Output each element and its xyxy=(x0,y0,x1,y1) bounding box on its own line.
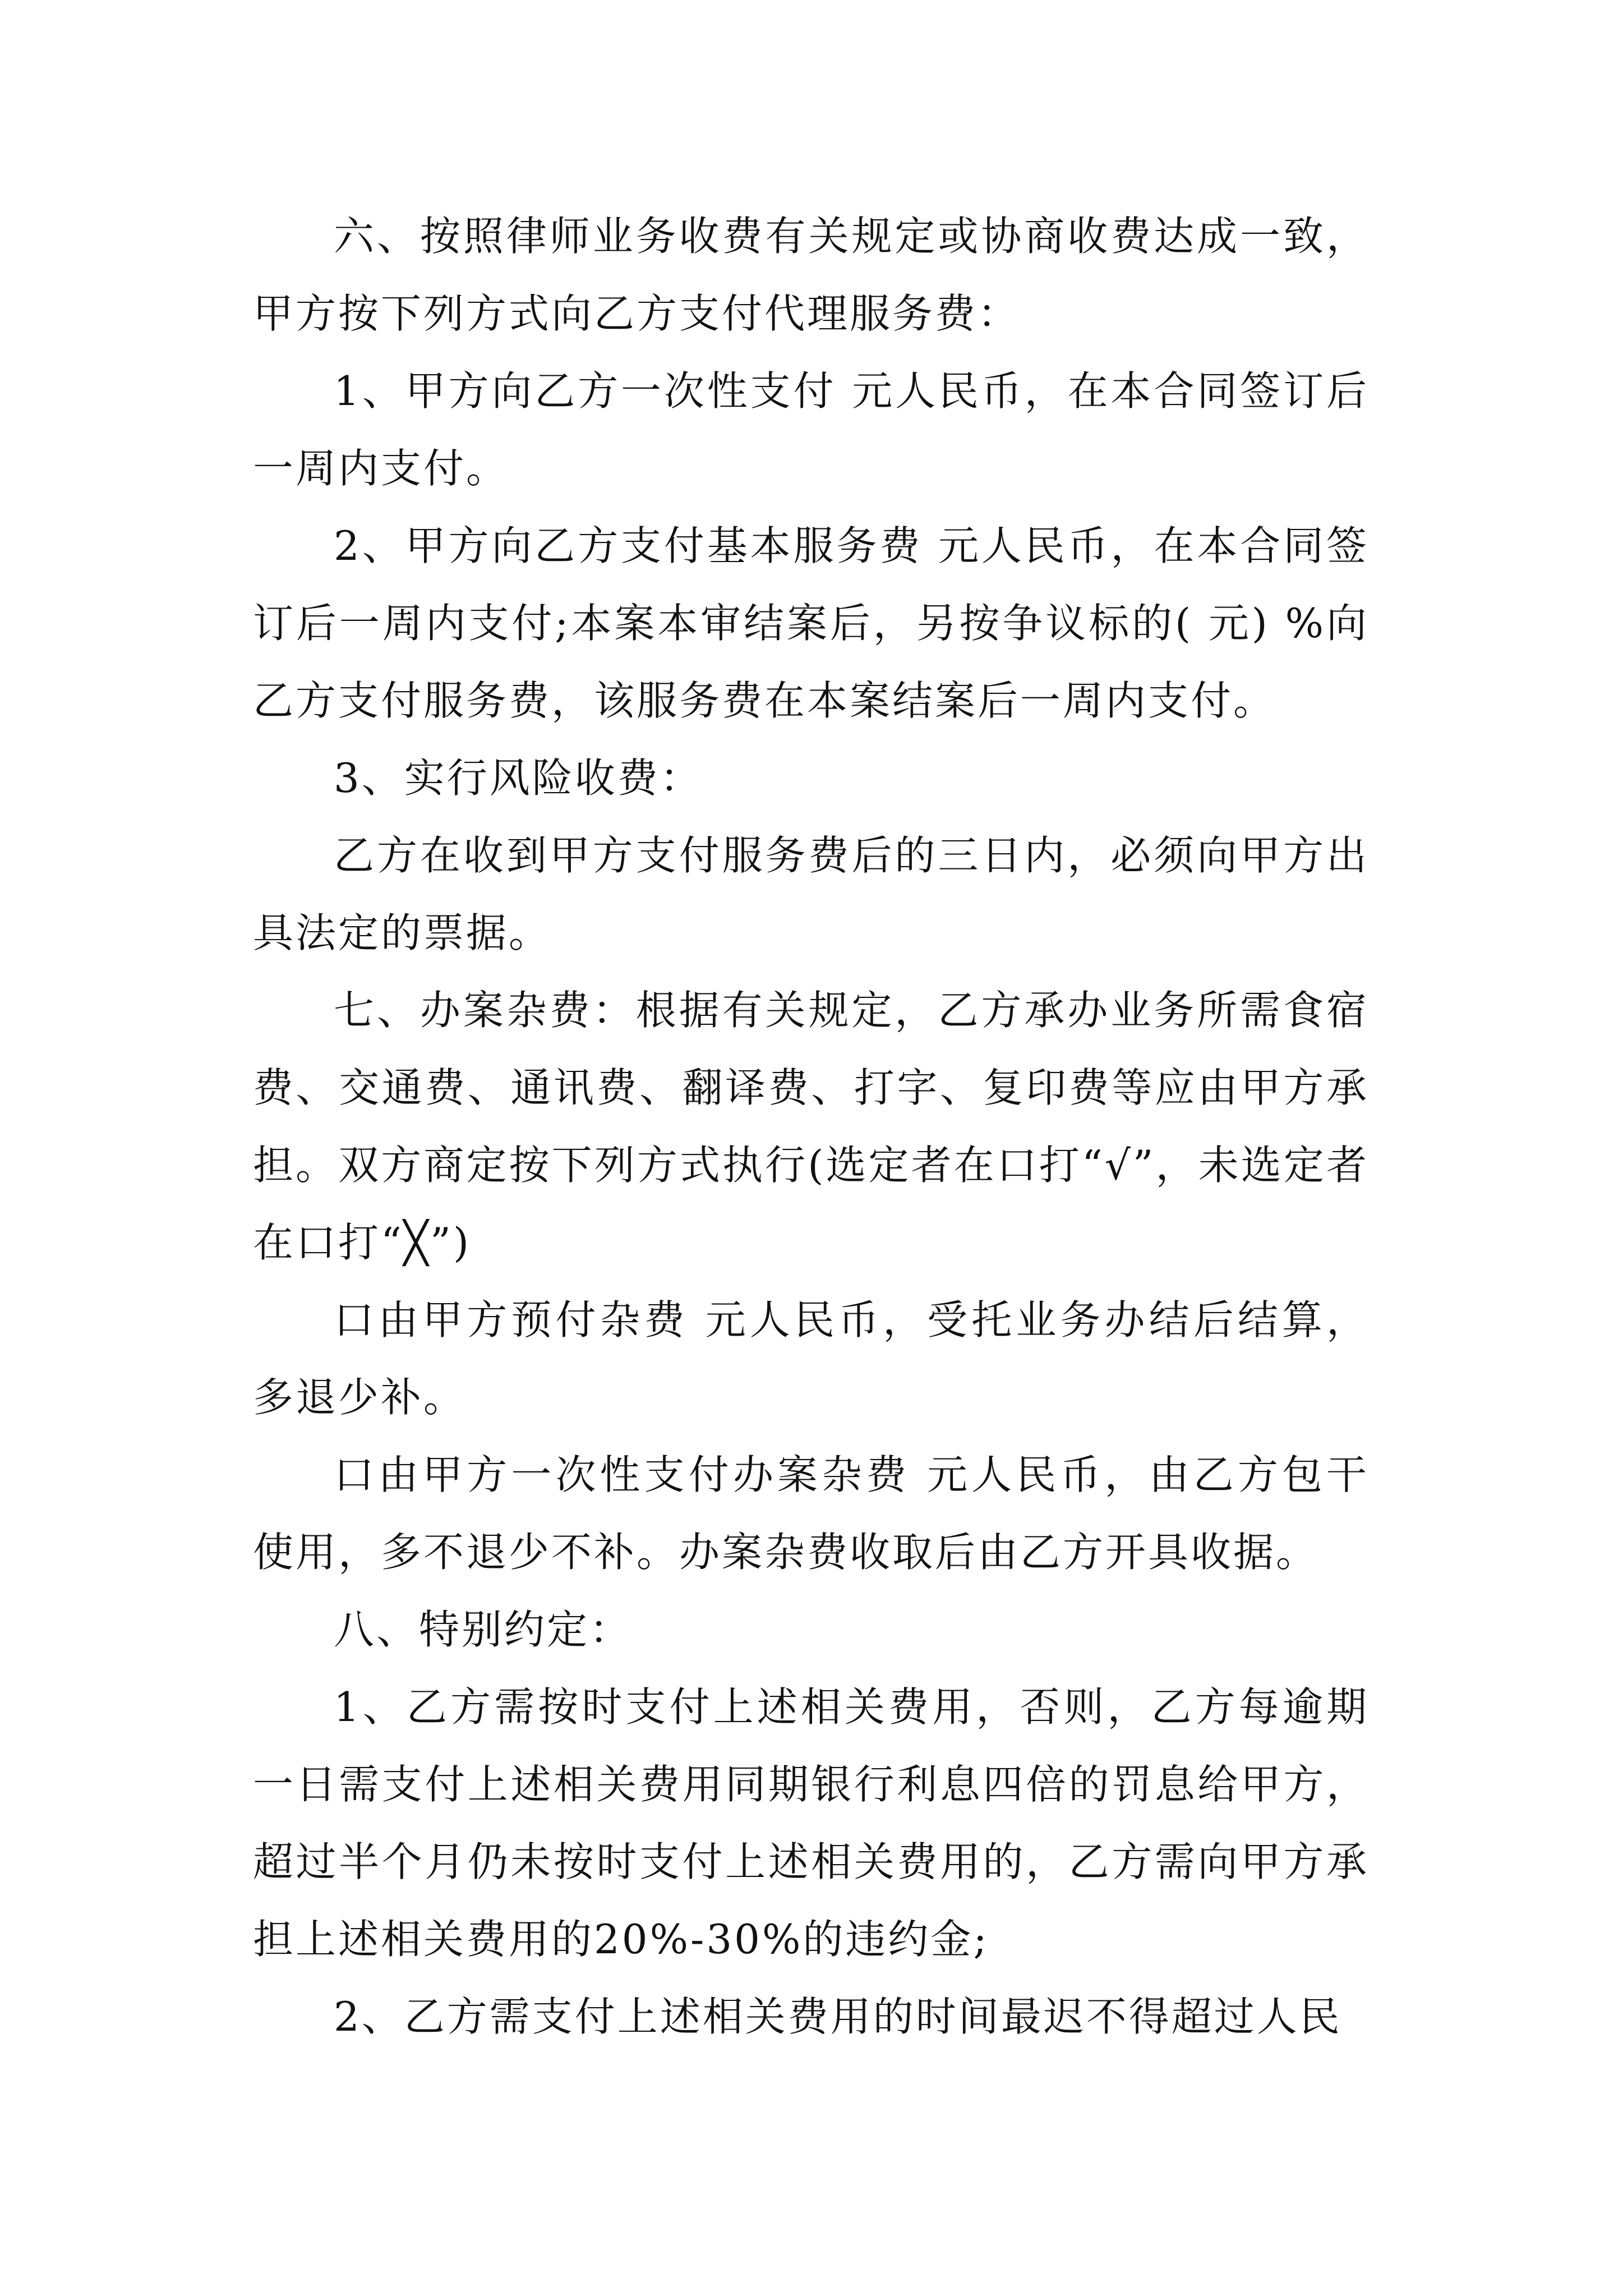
paragraph-fee-option-3: 3、实行风险收费： xyxy=(334,754,703,802)
paragraph-special-terms-clause-eight: 八、特别约定： xyxy=(334,1606,633,1653)
document-body xyxy=(253,197,1369,2055)
paragraph-special-term-2: 2、乙方需支付上述相关费用的时间最迟不得超过人民 xyxy=(334,1993,1342,2040)
paragraph-expense-option-lump-sum: 口由甲方一次性支付办案杂费 元人民币，由乙方包干使用，多不退少不补。办案杂费收取后由乙方开具收据。 xyxy=(253,1451,1369,1576)
paragraph-special-term-1: 1、乙方需按时支付上述相关费用，否则，乙方每逾期一日需支付上述相关费用同期银行利息四倍的罚息给甲方，超过半个月仍未按时支付上述相关费用的，乙方需向甲方承担上述相关费用的20%-30%的违约金; xyxy=(253,1683,1369,1963)
paragraph-fee-option-2: 2、甲方向乙方支付基本服务费 元人民币，在本合同签订后一周内支付;本案本审结案后，另按争议标的( 元) %向乙方支付服务费，该服务费在本案结案后一周内支付。 xyxy=(253,522,1369,724)
paragraph-case-expenses-clause-seven: 七、办案杂费：根据有关规定，乙方承办业务所需食宿费、交通费、通讯费、翻译费、打字、复印费等应由甲方承担。双方商定按下列方式执行(选定者在口打“√”，未选定者在口打“╳”) xyxy=(253,987,1369,1266)
paragraph-fee-option-1: 1、甲方向乙方一次性支付 元人民币，在本合同签订后一周内支付。 xyxy=(253,367,1369,492)
paragraph-receipt-note: 乙方在收到甲方支付服务费后的三日内，必须向甲方出具法定的票据。 xyxy=(253,832,1369,956)
paragraph-expense-option-prepaid: 口由甲方预付杂费 元人民币，受托业务办结后结算，多退少补。 xyxy=(253,1296,1369,1421)
paragraph-fee-clause-six: 六、按照律师业务收费有关规定或协商收费达成一致，甲方按下列方式向乙方支付代理服务费： xyxy=(253,213,1369,337)
